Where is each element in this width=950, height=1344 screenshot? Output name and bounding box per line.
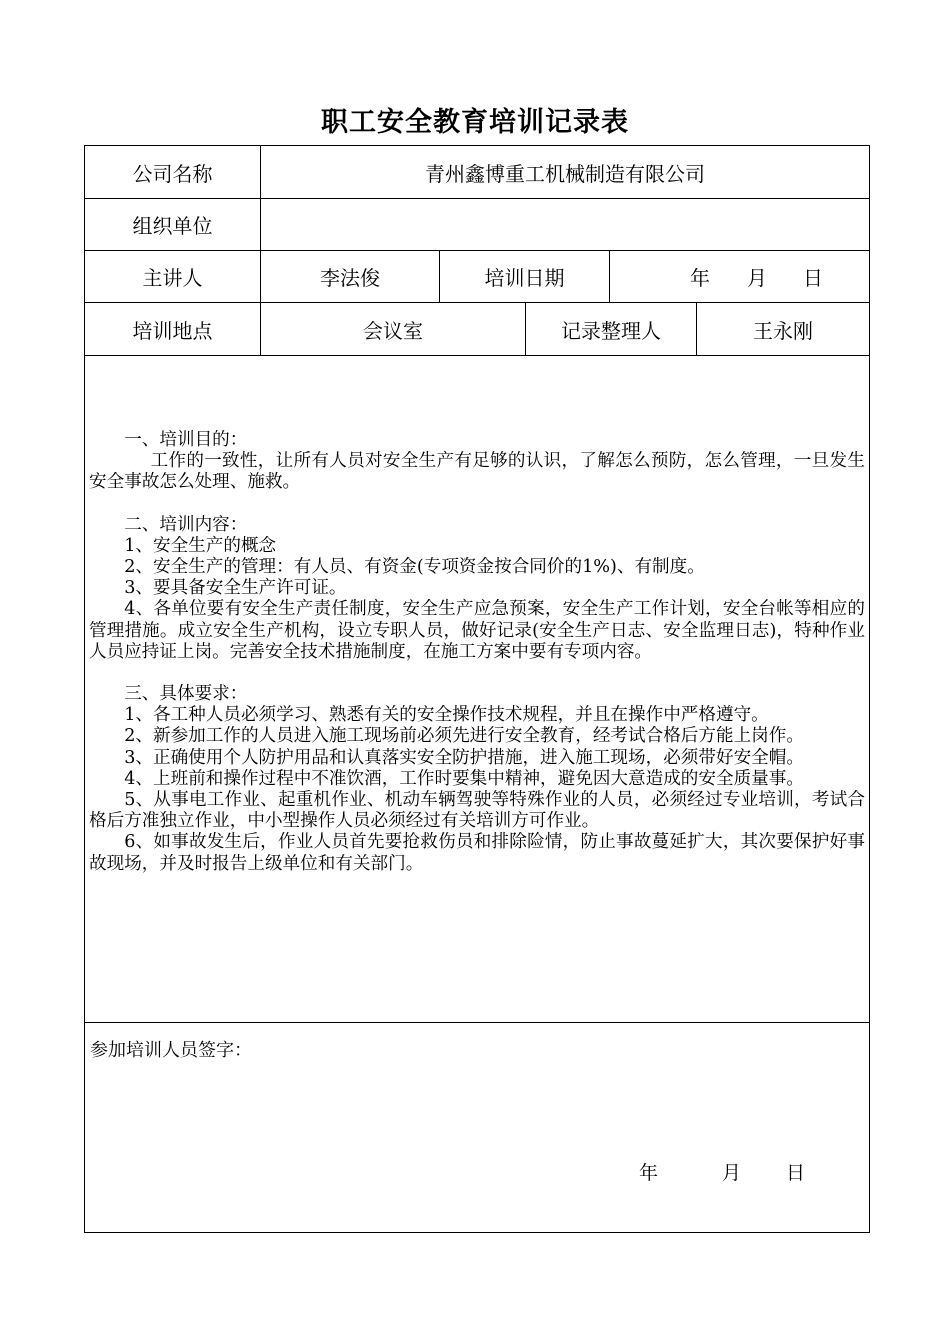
org-label: 组织单位 <box>132 214 213 238</box>
recorder-label: 记录整理人 <box>561 318 661 343</box>
speaker-value[interactable]: 李法俊 <box>320 266 380 290</box>
content-item: 1、安全生产的概念 <box>124 535 277 556</box>
training-date-value[interactable] <box>610 251 869 302</box>
requirement-item: 1、各工种人员必须学习、熟悉有关的安全操作技术规程，并且在操作中严格遵守。 <box>124 705 769 726</box>
form-title: 职工安全教育培训记录表 <box>321 107 629 138</box>
signature-month: 月 <box>722 1162 742 1184</box>
signature-year: 年 <box>639 1162 659 1184</box>
signature-label: 参加培训人员签字： <box>90 1040 252 1061</box>
speaker-label: 主讲人 <box>142 266 203 290</box>
location-label: 培训地点 <box>132 318 213 343</box>
section-content-heading: 二、培训内容： <box>124 514 248 535</box>
requirement-item: 4、上班前和操作过程中不准饮酒，工作时要集中精神，避免因大意造成的安全质量事。 <box>124 768 804 789</box>
requirement-item: 6、如事故发生后，作业人员首先要抢救伤员和排除险情，防止事故蔓延扩大，其次要保护好事故现场，并及时报告上级单位和有关部门。 <box>89 832 865 874</box>
requirement-item: 3、正确使用个人防护用品和认真落实安全防护措施，进入施工现场，必须带好安全帽。 <box>124 747 804 768</box>
row-divider <box>84 1022 870 1023</box>
content-item: 2、安全生产的管理：有人员、有资金(专项资金按合同价的1%)、有制度。 <box>124 557 705 578</box>
signature-area[interactable] <box>85 1065 869 1145</box>
org-value[interactable] <box>261 199 869 250</box>
date-day: 日 <box>803 266 823 290</box>
content-item: 3、要具备安全生产许可证。 <box>124 578 347 599</box>
date-year: 年 <box>690 266 710 290</box>
section-purpose-text: 工作的一致性，让所有人员对安全生产有足够的认识，了解怎么预防，怎么管理，一旦发生安全事故怎么处理、施救。 <box>89 451 865 493</box>
row-divider <box>84 355 870 356</box>
training-date-label: 培训日期 <box>484 266 565 290</box>
requirement-item: 5、从事电工作业、起重机作业、机动车辆驾驶等特殊作业的人员，必须经过专业培训，考试合格后方准独立作业，中小型操作人员必须经过有关培训方可作业。 <box>89 790 865 832</box>
content-item: 4、各单位要有安全生产责任制度，安全生产应急预案，安全生产工作计划，安全台帐等相应的管理措施。成立安全生产机构，设立专职人员，做好记录(安全生产日志、安全监理日志)，特种作业人员应持证上岗。完善安全技术措施制度，在施工方案中要有专项内容。 <box>89 599 865 662</box>
training-content <box>89 430 865 875</box>
location-value[interactable]: 会议室 <box>363 318 423 343</box>
company-label: 公司名称 <box>132 161 213 186</box>
requirement-item: 2、新参加工作的人员进入施工现场前必须先进行安全教育，经考试合格后方能上岗作。 <box>124 726 804 747</box>
date-month: 月 <box>747 266 767 290</box>
section-purpose-heading: 一、培训目的： <box>124 430 248 450</box>
recorder-value[interactable]: 王永刚 <box>753 318 813 343</box>
signature-day: 日 <box>786 1162 806 1184</box>
company-value[interactable]: 青州鑫博重工机械制造有限公司 <box>425 161 705 186</box>
section-requirements-heading: 三、具体要求： <box>124 684 248 705</box>
